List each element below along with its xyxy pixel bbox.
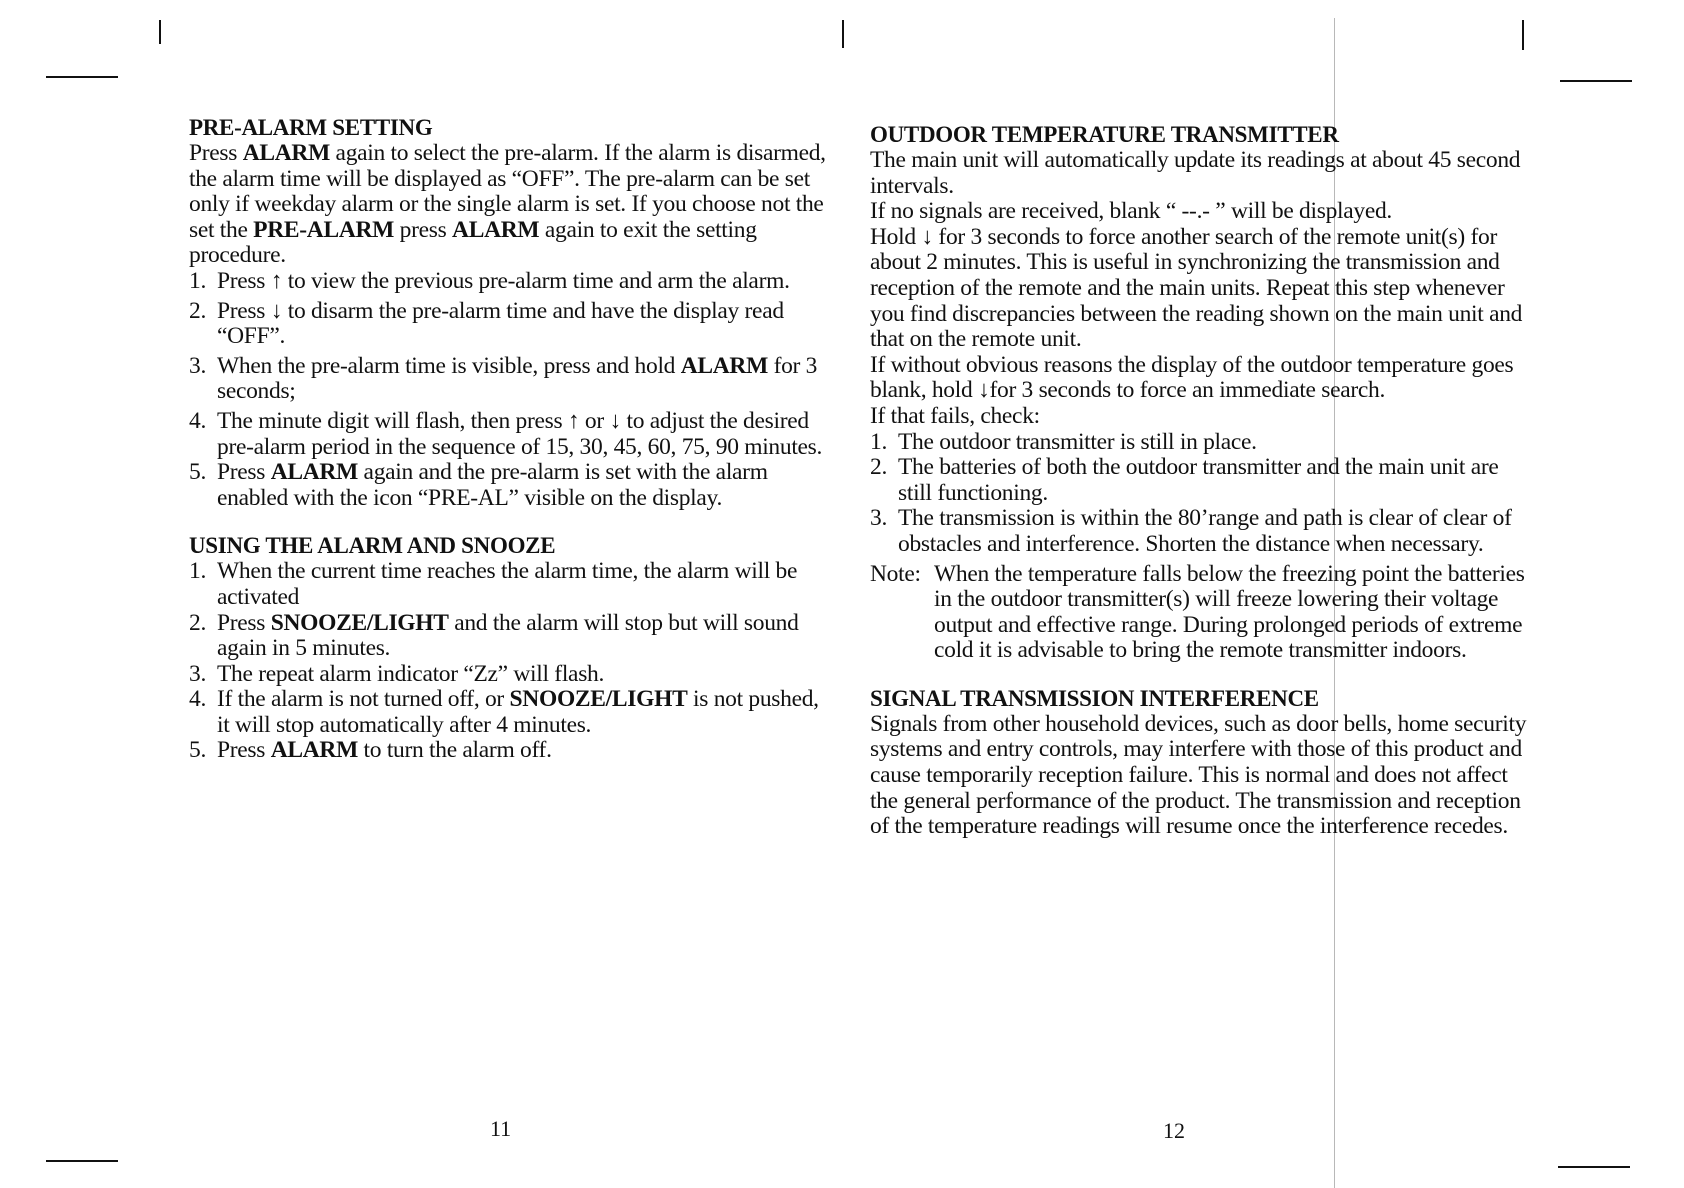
snooze-step-3 [189, 662, 829, 688]
left-page [189, 115, 829, 764]
step-text: Press [217, 737, 271, 764]
pre-alarm-step-3 [189, 354, 829, 405]
para-text: for 3 seconds to force another search of the remote unit(s) for about 2 minutes. This is useful in synchronizing the transmission and reception of the remote and the main units. Repeat this step whenever you find discrepancies between the reading shown on the main unit and that on the remote unit. [870, 223, 1523, 353]
pre-alarm-step-2 [189, 299, 829, 350]
step-text: is not pushed, it will stop automatically after 4 minutes. [217, 686, 819, 738]
transmitter-section [870, 122, 1530, 664]
step-number: 2. [189, 297, 207, 324]
transmitter-paragraph-5: If that fails, check: [870, 402, 1040, 429]
pre-alarm-heading: PRE-ALARM SETTING [189, 115, 433, 140]
check-item-2 [870, 455, 1530, 506]
down-arrow-icon: ↓ [921, 223, 933, 250]
step-number: 4. [189, 407, 207, 434]
item-text: The batteries of both the outdoor transmitter and the main unit are still functioning. [898, 454, 1499, 506]
step-text: or [579, 407, 610, 434]
snooze-section [189, 533, 829, 764]
step-bold: ALARM [270, 737, 358, 764]
item-number: 3. [870, 505, 888, 532]
interference-heading: SIGNAL TRANSMISSION INTERFERENCE [870, 685, 1319, 711]
down-arrow-icon: ↓ [609, 407, 621, 434]
interference-text: Signals from other household devices, such as door bells, home security systems and entry controls, may interfere with those of this product and cause temporarily reception failure. This is normal and does not affect the general performance of the product. The transmission and reception of the temperature readings will resume once the interference recedes. [870, 710, 1527, 840]
crop-mark-right-bottom-horizontal [1558, 1166, 1630, 1168]
note-label: Note: [870, 560, 921, 587]
step-text: The minute digit will flash, then press [217, 407, 568, 434]
item-text: The transmission is within the 80’range and path is clear of clear of obstacles and interference. Shorten the distance when necessary. [898, 505, 1512, 557]
step-text: If the alarm is not turned off, or [217, 686, 510, 713]
pre-alarm-section [189, 115, 829, 511]
item-number: 2. [870, 454, 888, 481]
check-item-3 [870, 506, 1530, 557]
step-bold: SNOOZE/LIGHT [270, 609, 449, 636]
pre-alarm-step-5 [189, 460, 829, 511]
step-text: to view the previous pre-alarm time and arm the alarm. [282, 267, 790, 294]
intro-bold-alarm: ALARM [242, 140, 330, 166]
step-text: Press [217, 297, 271, 324]
crop-mark-top-right [1522, 20, 1524, 50]
intro-text: again to select the pre-alarm. If the alarm is disarmed, the alarm time will be displayed as “OFF”. The pre-alarm can be set only if weekday alarm or the single alarm is set. If you choose not the set the [189, 140, 826, 243]
step-text: The repeat alarm indicator “Zz” will flash. [217, 660, 605, 687]
para-text: for 3 seconds to force an immediate search. [989, 377, 1386, 404]
check-item-1 [870, 430, 1530, 456]
intro-text: press [394, 216, 453, 243]
intro-text: Press [189, 140, 243, 166]
step-text: When the pre-alarm time is visible, press and hold [217, 352, 681, 379]
crop-mark-left-bottom-horizontal [46, 1160, 118, 1162]
transmitter-paragraph-4 [870, 353, 1530, 404]
step-number: 5. [189, 737, 207, 764]
para-text: Hold [870, 223, 922, 250]
pre-alarm-intro [189, 141, 829, 269]
crop-mark-right-top-horizontal [1560, 80, 1632, 82]
pre-alarm-step-4 [189, 409, 829, 460]
note-text: When the temperature falls below the freezing point the batteries in the outdoor transmitter(s) will freeze lowering their voltage output and effective range. During prolonged periods of extreme cold it is advisable to bring the remote transmitter indoors. [934, 560, 1525, 664]
intro-bold-alarm: ALARM [452, 216, 540, 243]
up-arrow-icon: ↑ [567, 407, 580, 434]
crop-mark-top-left [159, 20, 161, 44]
interference-section [870, 686, 1530, 840]
transmitter-paragraph-3 [870, 225, 1530, 353]
step-text: Press [217, 459, 271, 486]
step-text: for 3 seconds; [217, 352, 818, 405]
step-text: to turn the alarm off. [357, 737, 552, 764]
transmitter-paragraph-1: The main unit will automatically update its readings at about 45 second intervals. [870, 147, 1521, 199]
step-text: to adjust the desired pre-alarm period in the sequence of 15, 30, 45, 60, 75, 90 minutes. [217, 407, 823, 460]
snooze-step-1 [189, 559, 829, 610]
step-number: 2. [189, 609, 207, 636]
step-bold: ALARM [680, 352, 768, 379]
up-arrow-icon: ↑ [270, 267, 283, 294]
snooze-heading: USING THE ALARM AND SNOOZE [189, 533, 556, 559]
page-number-right: 12 [1163, 1118, 1185, 1143]
page-number-left: 11 [490, 1116, 512, 1141]
step-text: When the current time reaches the alarm time, the alarm will be activated [217, 558, 798, 610]
crop-mark-left-top-horizontal [46, 76, 118, 78]
step-text: to disarm the pre-alarm time and have the display read “OFF”. [217, 297, 784, 350]
item-text: The outdoor transmitter is still in place. [898, 428, 1257, 455]
step-number: 1. [189, 267, 207, 294]
intro-bold-pre-alarm: PRE-ALARM [253, 216, 395, 243]
down-arrow-icon: ↓ [978, 377, 990, 404]
snooze-step-4 [189, 687, 829, 738]
step-number: 5. [189, 459, 207, 486]
step-text: Press [217, 267, 271, 294]
right-page [870, 122, 1530, 840]
intro-text: again to exit the setting procedure. [189, 216, 757, 269]
item-number: 1. [870, 428, 888, 455]
crop-mark-top-center [842, 20, 844, 48]
snooze-step-5 [189, 738, 829, 764]
snooze-step-2 [189, 611, 829, 662]
step-number: 4. [189, 686, 207, 713]
pre-alarm-step-1 [189, 269, 829, 295]
down-arrow-icon: ↓ [270, 297, 283, 324]
step-number: 3. [189, 352, 207, 379]
step-bold: SNOOZE/LIGHT [509, 686, 688, 713]
para-text: If without obvious reasons the display of the outdoor temperature goes blank, hold [870, 351, 1514, 404]
transmitter-paragraph-2: If no signals are received, blank “ ‐‐.‐ ” will be displayed. [870, 198, 1392, 225]
step-text: and the alarm will stop but will sound again in 5 minutes. [217, 609, 799, 662]
step-text: again and the pre-alarm is set with the alarm enabled with the icon “PRE-AL” visible on the display. [217, 459, 768, 511]
note-block [870, 562, 1530, 664]
step-number: 1. [189, 558, 207, 585]
step-text: Press [217, 609, 271, 636]
step-number: 3. [189, 660, 207, 687]
transmitter-heading: OUTDOOR TEMPERATURE TRANSMITTER [870, 122, 1339, 147]
step-bold: ALARM [270, 459, 358, 486]
